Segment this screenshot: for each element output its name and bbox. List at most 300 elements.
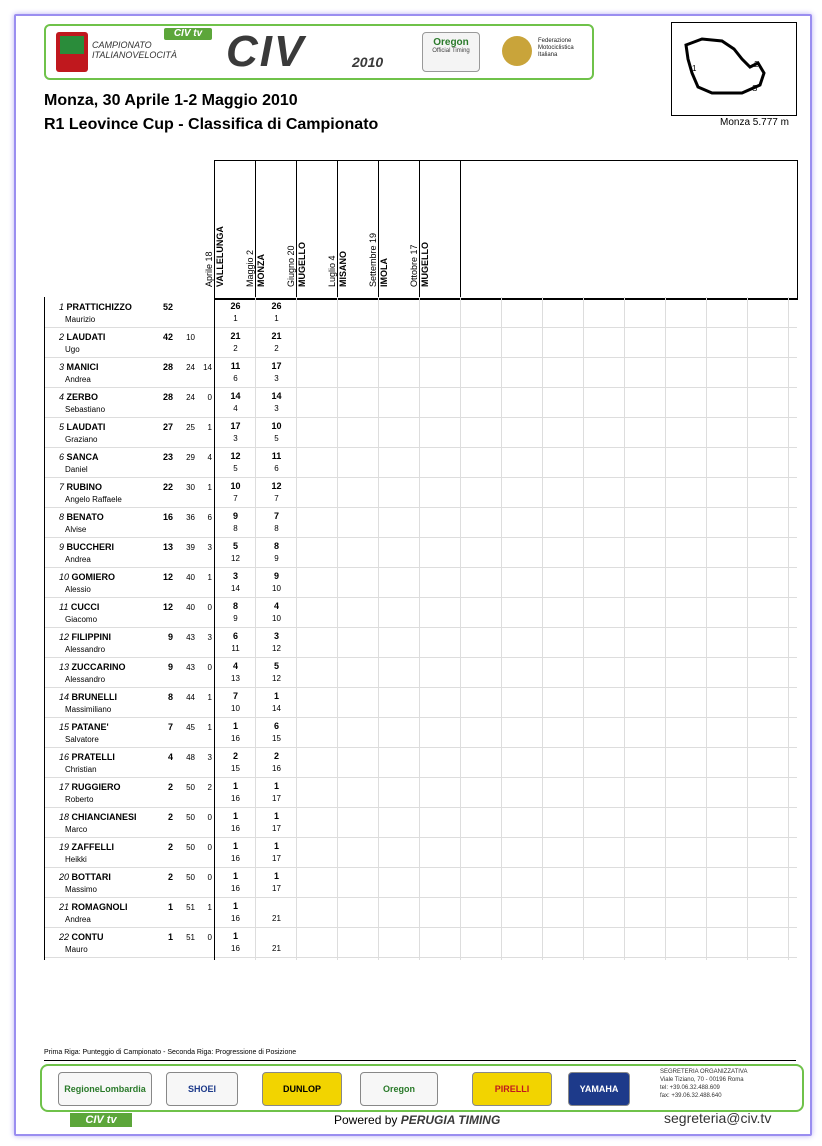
track-length: Monza 5.777 m <box>720 117 789 128</box>
rider-surname: MANICI <box>66 362 99 372</box>
round1-position: 16 <box>231 734 240 743</box>
round2-points: 3 <box>273 631 279 641</box>
round2-position: 21 <box>272 914 281 923</box>
gap-to-previous: 1 <box>207 723 212 732</box>
round1-position: 15 <box>231 764 240 773</box>
rider-surname: RUGGIERO <box>71 782 121 792</box>
round-date: Luglio 4 <box>327 255 337 287</box>
rider-surname-cell <box>59 452 99 462</box>
rider-first-name: Alvise <box>65 525 87 534</box>
round1-points: 26 <box>230 301 241 311</box>
round-circuit: VALLELUNGA <box>215 226 225 287</box>
total-points: 2 <box>167 872 173 882</box>
round2-points: 21 <box>271 331 282 341</box>
round1-position: 2 <box>233 344 238 353</box>
rider-surname: BOTTARI <box>71 872 111 882</box>
round2-points: 7 <box>273 511 279 521</box>
gap-to-leader: 50 <box>186 783 195 792</box>
gap-to-previous: 1 <box>207 573 212 582</box>
gap-to-previous: 0 <box>207 663 212 672</box>
round2-position: 6 <box>274 464 279 473</box>
round2-points: 6 <box>273 721 279 731</box>
table-row <box>45 567 797 598</box>
round1-points: 21 <box>230 331 241 341</box>
rider-position: 10 <box>59 572 70 582</box>
rider-first-name: Massimiliano <box>65 705 112 714</box>
total-points: 9 <box>167 632 173 642</box>
column-divider <box>583 297 584 960</box>
track-marker-1: 1 <box>692 64 697 73</box>
rider-first-name: Angelo Raffaele <box>65 495 122 504</box>
rider-surname: ZERBO <box>66 392 99 402</box>
round1-points: 1 <box>232 721 238 731</box>
round-circuit: MONZA <box>256 254 266 287</box>
rider-first-name: Giacomo <box>65 615 98 624</box>
round2-position: 12 <box>272 644 281 653</box>
gap-to-leader: 39 <box>186 543 195 552</box>
footer-legend: Prima Riga: Punteggio di Campionato - Seconda Riga: Progressione di Posizione <box>44 1049 297 1056</box>
rider-first-name: Maurizio <box>65 315 96 324</box>
round-header-label <box>327 251 349 287</box>
rider-surname-cell <box>59 692 117 702</box>
total-points: 13 <box>162 542 173 552</box>
round1-position: 16 <box>231 944 240 953</box>
round2-position: 15 <box>272 734 281 743</box>
table-row <box>45 867 797 898</box>
oregon-logo: Oregon Official Timing <box>422 32 480 72</box>
rider-surname-cell <box>59 392 98 402</box>
gap-to-leader: 24 <box>186 363 195 372</box>
round2-position: 2 <box>274 344 279 353</box>
sponsor-oregon: Oregon <box>360 1072 438 1106</box>
total-points: 22 <box>162 482 173 492</box>
rider-position: 16 <box>59 752 70 762</box>
rider-surname: ZAFFELLI <box>71 842 115 852</box>
total-points: 23 <box>162 452 173 462</box>
round1-position: 1 <box>233 314 238 323</box>
rider-position: 6 <box>59 452 65 462</box>
column-divider <box>501 297 502 960</box>
total-points: 27 <box>162 422 173 432</box>
round1-points: 6 <box>232 631 238 641</box>
footer-divider <box>44 1060 796 1061</box>
total-points: 2 <box>167 842 173 852</box>
total-points: 12 <box>162 602 173 612</box>
gap-to-previous: 3 <box>207 543 212 552</box>
column-divider <box>337 297 338 960</box>
rider-first-name: Graziano <box>65 435 98 444</box>
rider-surname-cell <box>59 542 114 552</box>
rider-surname: CONTU <box>71 932 104 942</box>
rider-position: 12 <box>59 632 70 642</box>
rider-surname-cell <box>59 512 104 522</box>
round1-position: 5 <box>233 464 238 473</box>
gap-to-leader: 50 <box>186 843 195 852</box>
column-divider <box>214 297 215 960</box>
round2-points: 4 <box>273 601 279 611</box>
rider-first-name: Alessio <box>65 585 91 594</box>
rider-surname: LAUDATI <box>66 422 106 432</box>
gap-to-previous: 0 <box>207 873 212 882</box>
round1-points: 8 <box>232 601 238 611</box>
rider-surname-cell <box>59 332 105 342</box>
round-circuit: IMOLA <box>379 258 389 287</box>
column-divider <box>460 297 461 960</box>
contact-email-link[interactable]: segreteria@civ.tv <box>664 1110 772 1126</box>
round2-position: 17 <box>272 884 281 893</box>
column-divider <box>542 297 543 960</box>
round-header-6 <box>409 160 461 297</box>
rider-position: 7 <box>59 482 65 492</box>
gap-to-previous: 0 <box>207 393 212 402</box>
gap-to-previous: 14 <box>203 363 212 372</box>
powered-by: Powered by PERUGIA TIMING <box>334 1113 501 1127</box>
rider-position: 21 <box>59 902 70 912</box>
gap-to-previous: 0 <box>207 813 212 822</box>
fmi-logo <box>502 36 532 66</box>
rider-surname-cell <box>59 722 109 732</box>
round1-position: 7 <box>233 494 238 503</box>
rider-position: 4 <box>59 392 65 402</box>
track-map <box>671 22 797 116</box>
round2-points: 8 <box>273 541 279 551</box>
table-row <box>45 537 797 568</box>
rider-position: 11 <box>59 602 69 612</box>
gap-to-leader: 40 <box>186 573 195 582</box>
ciac-logo-text: CAMPIONATO ITALIANOVELOCITÀ <box>92 40 177 60</box>
column-divider <box>665 297 666 960</box>
gap-to-leader: 10 <box>186 333 195 342</box>
track-marker-2: 2 <box>754 60 759 69</box>
table-row <box>45 297 797 328</box>
round1-position: 12 <box>231 554 240 563</box>
rider-first-name: Roberto <box>65 795 94 804</box>
standings-body <box>44 297 797 960</box>
rider-position: 14 <box>59 692 70 702</box>
total-points: 2 <box>167 782 173 792</box>
round2-position: 12 <box>272 674 281 683</box>
round2-position: 21 <box>272 944 281 953</box>
round2-position: 17 <box>272 824 281 833</box>
round2-position: 7 <box>274 494 279 503</box>
table-row <box>45 687 797 718</box>
total-points: 1 <box>167 902 173 912</box>
rider-surname: RUBINO <box>66 482 103 492</box>
total-points: 8 <box>167 692 173 702</box>
rider-first-name: Salvatore <box>65 735 99 744</box>
track-marker-s: S <box>752 84 758 93</box>
round1-points: 7 <box>232 691 238 701</box>
gap-to-previous: 0 <box>207 843 212 852</box>
gap-to-previous: 6 <box>207 513 212 522</box>
gap-to-leader: 48 <box>186 753 195 762</box>
sponsor-pirelli: PIRELLI <box>472 1072 552 1106</box>
rider-surname-cell <box>59 782 121 792</box>
rider-first-name: Ugo <box>65 345 80 354</box>
table-row <box>45 597 797 628</box>
table-row <box>45 837 797 868</box>
gap-to-previous: 0 <box>207 603 212 612</box>
rider-surname-cell <box>59 632 111 642</box>
rider-first-name: Sebastiano <box>65 405 106 414</box>
round2-points: 1 <box>273 811 279 821</box>
round1-position: 10 <box>231 704 240 713</box>
round2-points: 1 <box>273 781 279 791</box>
round1-position: 11 <box>231 644 240 653</box>
round1-position: 16 <box>231 914 240 923</box>
rider-surname: BRUNELLI <box>71 692 118 702</box>
round2-points: 9 <box>273 571 279 581</box>
rider-first-name: Andrea <box>65 555 91 564</box>
rider-position: 5 <box>59 422 65 432</box>
table-row <box>45 747 797 778</box>
rider-position: 2 <box>59 332 65 342</box>
table-row <box>45 357 797 388</box>
gap-to-leader: 50 <box>186 813 195 822</box>
total-points: 16 <box>162 512 173 522</box>
round2-position: 10 <box>272 614 281 623</box>
round1-position: 6 <box>233 374 238 383</box>
rider-surname: PRATELLI <box>71 752 115 762</box>
gap-to-leader: 43 <box>186 633 195 642</box>
round-header-label <box>245 250 267 287</box>
rider-surname-cell <box>59 872 111 882</box>
round2-position: 3 <box>274 404 279 413</box>
table-row <box>45 387 797 418</box>
column-divider <box>378 297 379 960</box>
rider-position: 19 <box>59 842 70 852</box>
rider-first-name: Daniel <box>65 465 88 474</box>
gap-to-previous: 1 <box>207 423 212 432</box>
round2-position: 3 <box>274 374 279 383</box>
round1-position: 13 <box>231 674 240 683</box>
rider-surname: SANCA <box>66 452 99 462</box>
round1-points: 1 <box>232 841 238 851</box>
round-header-label <box>368 233 390 287</box>
page-subtitle: R1 Leovince Cup - Classifica di Campionato <box>44 116 379 133</box>
round1-points: 1 <box>232 901 238 911</box>
round1-points: 1 <box>232 871 238 881</box>
gap-to-previous: 1 <box>207 903 212 912</box>
rider-surname-cell <box>59 422 105 432</box>
gap-to-previous: 1 <box>207 483 212 492</box>
round-circuit: MUGELLO <box>297 242 307 287</box>
rider-surname: FILIPPINI <box>71 632 112 642</box>
rider-position: 9 <box>59 542 65 552</box>
round2-position: 8 <box>274 524 279 533</box>
table-row <box>45 777 797 808</box>
rider-surname: PATANE' <box>71 722 109 732</box>
rider-surname-cell <box>59 662 126 672</box>
table-row <box>45 477 797 508</box>
rider-surname: LAUDATI <box>66 332 106 342</box>
column-divider <box>255 297 256 960</box>
table-row <box>45 507 797 538</box>
gap-to-leader: 40 <box>186 603 195 612</box>
total-points: 9 <box>167 662 173 672</box>
round2-position: 5 <box>274 434 279 443</box>
rider-position: 15 <box>59 722 70 732</box>
rider-surname-cell <box>59 902 128 912</box>
rider-position: 3 <box>59 362 65 372</box>
round1-position: 16 <box>231 854 240 863</box>
gap-to-leader: 36 <box>186 513 195 522</box>
rider-surname: CUCCI <box>70 602 100 612</box>
round1-points: 3 <box>232 571 238 581</box>
round1-points: 1 <box>232 811 238 821</box>
round2-position: 17 <box>272 794 281 803</box>
gap-to-leader: 51 <box>186 903 195 912</box>
total-points: 7 <box>167 722 173 732</box>
round-date: Aprile 18 <box>204 251 214 287</box>
rider-surname-cell <box>59 572 115 582</box>
round1-position: 3 <box>233 434 238 443</box>
table-row <box>45 927 797 958</box>
rider-position: 17 <box>59 782 70 792</box>
rider-first-name: Heikki <box>65 855 87 864</box>
rider-surname: GOMIERO <box>71 572 116 582</box>
rider-surname-cell <box>59 932 104 942</box>
round2-points: 12 <box>271 481 282 491</box>
round1-points: 9 <box>232 511 238 521</box>
round2-points: 10 <box>271 421 282 431</box>
total-points: 2 <box>167 812 173 822</box>
fmi-text: Federazione Motociclistica Italiana <box>538 38 574 58</box>
round2-position: 14 <box>272 704 281 713</box>
rider-first-name: Mauro <box>65 945 88 954</box>
total-points: 42 <box>162 332 173 342</box>
track-outline-icon <box>672 23 796 115</box>
total-points: 12 <box>162 572 173 582</box>
gap-to-leader: 51 <box>186 933 195 942</box>
round1-points: 17 <box>230 421 241 431</box>
round-circuit: MISANO <box>338 251 348 287</box>
round1-position: 14 <box>231 584 240 593</box>
gap-to-previous: 3 <box>207 753 212 762</box>
total-points: 4 <box>167 752 173 762</box>
round2-points: 2 <box>273 751 279 761</box>
round1-points: 2 <box>232 751 238 761</box>
round2-points: 1 <box>273 691 279 701</box>
round2-position: 10 <box>272 584 281 593</box>
table-row <box>45 657 797 688</box>
rider-first-name: Marco <box>65 825 88 834</box>
gap-to-previous: 0 <box>207 933 212 942</box>
gap-to-leader: 43 <box>186 663 195 672</box>
round-header-label <box>204 226 226 287</box>
gap-to-leader: 29 <box>186 453 195 462</box>
table-row <box>45 897 797 928</box>
round1-position: 8 <box>233 524 238 533</box>
round-header-label <box>409 242 431 287</box>
column-divider <box>747 297 748 960</box>
table-row <box>45 417 797 448</box>
rider-position: 22 <box>59 932 70 942</box>
round2-position: 17 <box>272 854 281 863</box>
round1-points: 10 <box>230 481 241 491</box>
rider-position: 8 <box>59 512 65 522</box>
rider-position: 13 <box>59 662 70 672</box>
sponsor-yamaha: YAMAHA <box>568 1072 630 1106</box>
round1-points: 11 <box>230 361 241 371</box>
gap-to-previous: 4 <box>207 453 212 462</box>
ciac-logo <box>56 32 88 72</box>
gap-to-previous: 2 <box>207 783 212 792</box>
civ-year: 2010 <box>352 54 384 70</box>
rider-surname-cell <box>59 842 114 852</box>
rider-first-name: Alessandro <box>65 645 106 654</box>
round1-points: 5 <box>232 541 238 551</box>
rider-surname-cell <box>59 302 132 312</box>
round1-position: 16 <box>231 884 240 893</box>
rider-surname: ZUCCARINO <box>71 662 126 672</box>
round-circuit: MUGELLO <box>420 242 430 287</box>
round1-position: 9 <box>233 614 238 623</box>
round1-points: 1 <box>232 781 238 791</box>
round-header-label <box>286 242 308 287</box>
footer-civtv-badge: CIV tv <box>70 1113 132 1127</box>
round1-position: 16 <box>231 794 240 803</box>
column-divider <box>788 297 789 960</box>
rider-position: 18 <box>59 812 70 822</box>
rider-surname: BENATO <box>66 512 104 522</box>
gap-to-leader: 44 <box>186 693 195 702</box>
standings-table <box>44 160 796 960</box>
round2-points: 5 <box>273 661 279 671</box>
table-row <box>45 717 797 748</box>
rider-surname-cell <box>59 482 102 492</box>
column-divider <box>419 297 420 960</box>
round2-position: 1 <box>274 314 279 323</box>
round2-position: 9 <box>274 554 279 563</box>
rider-position: 20 <box>59 872 70 882</box>
table-row <box>45 807 797 838</box>
rider-first-name: Andrea <box>65 375 91 384</box>
civ-logo: CIV <box>226 27 306 76</box>
rider-surname: PRATTICHIZZO <box>66 302 132 312</box>
sponsor-dunlop: DUNLOP <box>262 1072 342 1106</box>
round1-position: 4 <box>233 404 238 413</box>
rider-surname-cell <box>59 602 99 612</box>
total-points: 52 <box>162 302 173 312</box>
total-points: 28 <box>162 362 173 372</box>
page-title: Monza, 30 Aprile 1-2 Maggio 2010 <box>44 92 298 109</box>
rider-surname-cell <box>59 752 115 762</box>
round2-points: 1 <box>273 841 279 851</box>
round2-position: 16 <box>272 764 281 773</box>
rider-surname-cell <box>59 362 99 372</box>
table-row <box>45 327 797 358</box>
rider-surname: ROMAGNOLI <box>71 902 128 912</box>
round1-position: 16 <box>231 824 240 833</box>
gap-to-leader: 25 <box>186 423 195 432</box>
table-row <box>45 627 797 658</box>
round-date: Giugno 20 <box>286 245 296 287</box>
gap-to-previous: 3 <box>207 633 212 642</box>
rider-surname: CHIANCIANESI <box>71 812 137 822</box>
civtv-badge: CIV tv <box>164 28 212 40</box>
column-divider <box>296 297 297 960</box>
gap-to-leader: 30 <box>186 483 195 492</box>
round-date: Ottobre 17 <box>409 244 419 287</box>
rider-first-name: Alessandro <box>65 675 106 684</box>
round1-points: 4 <box>232 661 238 671</box>
round2-points: 17 <box>271 361 282 371</box>
rider-position: 1 <box>59 302 65 312</box>
gap-to-previous: 1 <box>207 693 212 702</box>
round2-points: 14 <box>271 391 282 401</box>
round1-points: 1 <box>232 931 238 941</box>
